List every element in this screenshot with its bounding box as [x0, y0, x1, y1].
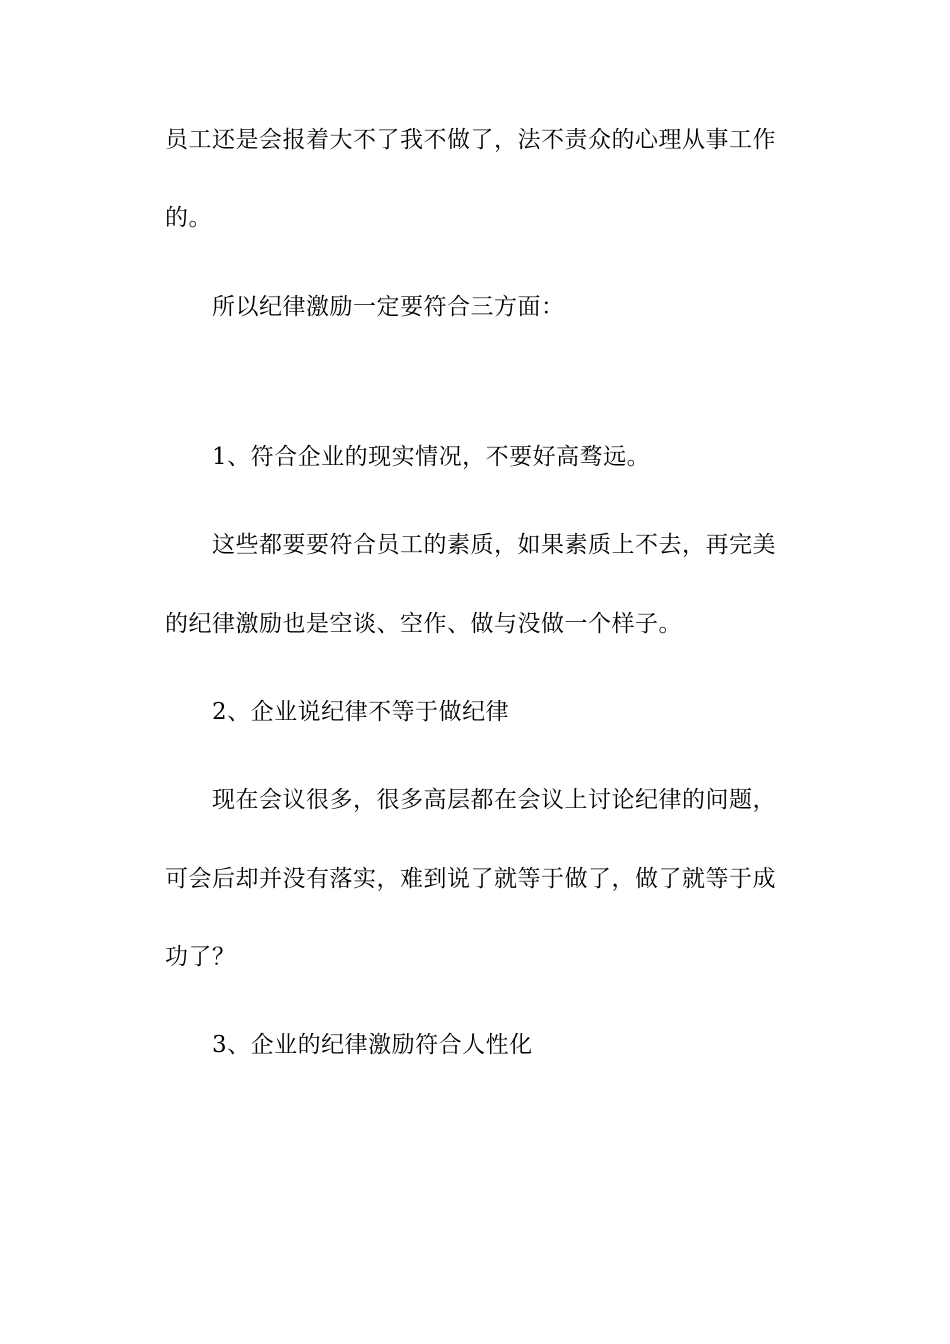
list-item-heading: 3、企业的纪律激励符合人性化 — [212, 1032, 533, 1058]
paragraph-line: 这些都要要符合员工的素质，如果素质上不去，再完美 — [212, 532, 776, 558]
paragraph-line: 可会后却并没有落实，难到说了就等于做了，做了就等于成 — [165, 866, 776, 892]
paragraph-line: 员工还是会报着大不了我不做了，法不责众的心理从事工作 — [165, 127, 776, 153]
paragraph-line: 所以纪律激励一定要符合三方面： — [212, 294, 565, 320]
list-item-heading: 2、企业说纪律不等于做纪律 — [212, 699, 510, 725]
paragraph-line: 的。 — [165, 205, 212, 231]
paragraph-line: 功了？ — [165, 944, 236, 970]
paragraph-line: 现在会议很多，很多高层都在会议上讨论纪律的问题， — [212, 787, 776, 813]
list-item-heading: 1、符合企业的现实情况，不要好高骛远。 — [212, 444, 651, 470]
paragraph-line: 的纪律激励也是空谈、空作、做与没做一个样子。 — [165, 611, 682, 637]
